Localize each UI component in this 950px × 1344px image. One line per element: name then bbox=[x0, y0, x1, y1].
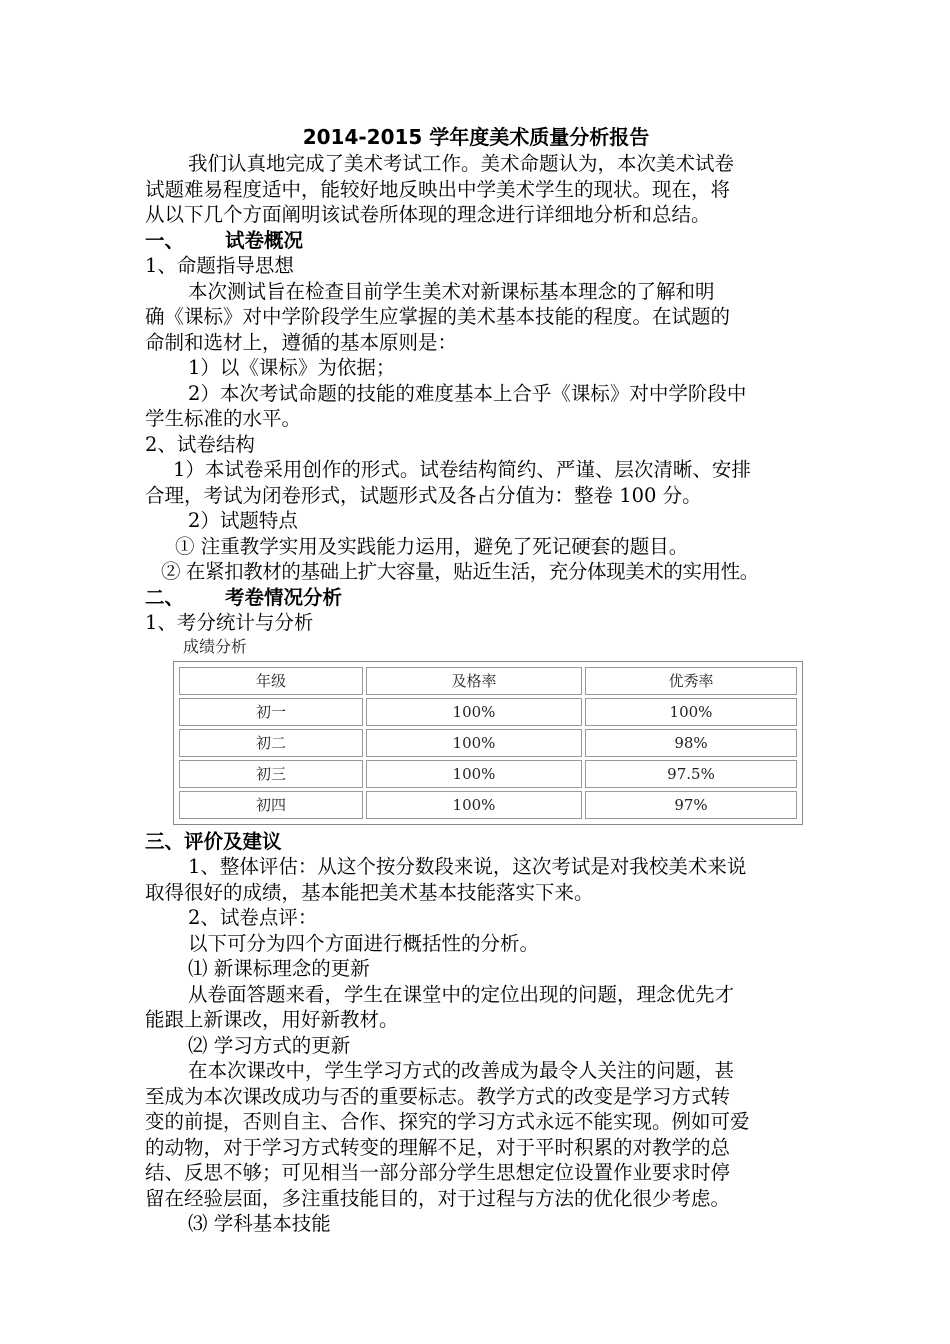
table-header-row bbox=[179, 667, 797, 695]
paragraph-line: 至成为本次课改成功与否的重要标志。教学方式的改变是学习方式转 bbox=[145, 1084, 731, 1108]
section-heading-3: 三、评价及建议 bbox=[145, 829, 282, 853]
paragraph-line: 以下可分为四个方面进行概括性的分析。 bbox=[188, 931, 540, 955]
paragraph-line: 从卷面答题来看，学生在课堂中的定位出现的问题，理念优先才 bbox=[188, 982, 735, 1006]
score-table bbox=[176, 664, 800, 822]
subsection-heading: ⑵ 学习方式的更新 bbox=[188, 1033, 351, 1057]
table-cell: 初三 bbox=[179, 760, 363, 788]
table-cell: 98% bbox=[585, 729, 797, 757]
paragraph-line: 取得很好的成绩，基本能把美术基本技能落实下来。 bbox=[145, 880, 594, 904]
subsection-heading: ⑴ 新课标理念的更新 bbox=[188, 957, 370, 980]
subsection-heading: 2、试卷结构 bbox=[145, 432, 255, 456]
intro-line: 我们认真地完成了美术考试工作。美术命题认为，本次美术试卷 bbox=[188, 152, 735, 175]
table-row bbox=[179, 729, 797, 757]
report-title: 2014-2015 学年度美术质量分析报告 bbox=[302, 125, 650, 149]
paragraph-line: 2、试卷点评： bbox=[188, 906, 318, 929]
header-cell: 及格率 bbox=[366, 667, 582, 695]
paragraph-line: 结、反思不够；可见相当一部分部分学生思想定位设置作业要求时停 bbox=[145, 1161, 731, 1184]
subsection-heading: 1、考分统计与分析 bbox=[145, 611, 314, 634]
table-cell: 97.5% bbox=[585, 760, 797, 788]
paragraph-line: 变的前提，否则自主、合作、探究的学习方式永远不能实现。例如可爱 bbox=[145, 1110, 750, 1133]
table-row bbox=[179, 791, 797, 819]
list-item: 2）试题特点 bbox=[188, 509, 298, 532]
subsection-heading: 1、命题指导思想 bbox=[145, 254, 294, 277]
paragraph-line: 能跟上新课改，用好新教材。 bbox=[145, 1008, 399, 1031]
section-heading-1 bbox=[145, 228, 807, 254]
score-table-frame bbox=[173, 661, 803, 825]
table-cell: 初一 bbox=[179, 698, 363, 726]
list-item: 学生标准的水平。 bbox=[145, 407, 302, 430]
table-cell: 初四 bbox=[179, 791, 363, 819]
list-item: ② 在紧扣教材的基础上扩大容量，贴近生活，充分体现美术的实用性。 bbox=[161, 560, 759, 583]
paragraph-line: 合理，考试为闭卷形式，试题形式及各占分值为：整卷 100 分。 bbox=[145, 483, 702, 507]
table-cell: 100% bbox=[366, 760, 582, 788]
table-caption: 成绩分析 bbox=[183, 636, 248, 656]
header-cell: 优秀率 bbox=[585, 667, 797, 695]
header-cell: 年级 bbox=[179, 667, 363, 695]
paragraph-line: 在本次课改中，学生学习方式的改善成为最令人关注的问题，甚 bbox=[188, 1059, 735, 1082]
list-item: ① 注重教学实用及实践能力运用，避免了死记硬套的题目。 bbox=[175, 534, 689, 558]
paragraph-line: 确《课标》对中学阶段学生应掌握的美术基本技能的程度。在试题的 bbox=[145, 305, 731, 328]
table-cell: 100% bbox=[366, 791, 582, 819]
list-item: 1）以《课标》为依据； bbox=[188, 356, 396, 379]
paragraph-line: 1、整体评估：从这个按分数段来说，这次考试是对我校美术来说 bbox=[188, 855, 747, 878]
document-body bbox=[145, 124, 807, 1237]
intro-line: 从以下几个方面阐明该试卷所体现的理念进行详细地分析和总结。 bbox=[145, 203, 711, 226]
subsection-heading: ⑶ 学科基本技能 bbox=[188, 1212, 331, 1235]
list-item: 2）本次考试命题的技能的难度基本上合乎《课标》对中学阶段中 bbox=[188, 381, 747, 405]
intro-line: 试题难易程度适中，能较好地反映出中学美术学生的现状。现在，将 bbox=[145, 177, 731, 201]
paragraph-line: 命制和选材上，遵循的基本原则是： bbox=[145, 330, 458, 354]
table-cell: 97% bbox=[585, 791, 797, 819]
table-cell: 100% bbox=[585, 698, 797, 726]
table-cell: 100% bbox=[366, 698, 582, 726]
section-title: 考卷情况分析 bbox=[225, 585, 343, 609]
table-cell: 100% bbox=[366, 729, 582, 757]
table-cell: 初二 bbox=[179, 729, 363, 757]
table-row bbox=[179, 760, 797, 788]
paragraph-line: 本次测试旨在检查目前学生美术对新课标基本理念的了解和明 bbox=[188, 279, 715, 303]
section-number: 一、 bbox=[145, 228, 185, 252]
paragraph-line: 1）本试卷采用创作的形式。试卷结构简约、严谨、层次清晰、安排 bbox=[173, 458, 751, 481]
section-number: 二、 bbox=[145, 585, 185, 609]
paragraph-line: 的动物，对于学习方式转变的理解不足，对于平时积累的对教学的总 bbox=[145, 1135, 731, 1159]
section-heading-2 bbox=[145, 585, 807, 611]
section-title: 试卷概况 bbox=[225, 228, 304, 252]
table-row bbox=[179, 698, 797, 726]
paragraph-line: 留在经验层面，多注重技能目的，对于过程与方法的优化很少考虑。 bbox=[145, 1186, 731, 1210]
